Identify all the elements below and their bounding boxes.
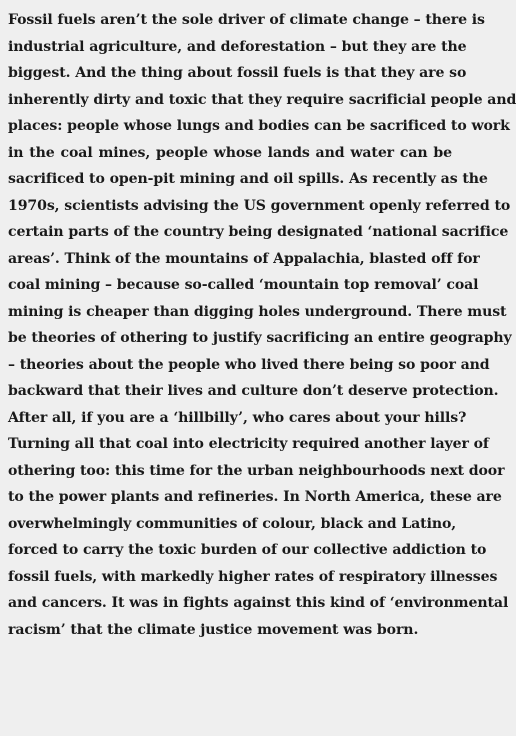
paragraph-line: to the power plants and refineries. In North America, these are — [8, 489, 502, 505]
paragraph-line: mining is cheaper than digging holes underground. There must — [8, 303, 507, 320]
paragraph-line: 1970s, scientists advising the US government openly referred to — [8, 197, 511, 214]
paragraph-line: overwhelmingly communities of colour, black and Latino, — [8, 515, 457, 532]
paragraph-line: sacrificed to open-pit mining and oil spills. As recently as the — [8, 171, 488, 187]
paragraph-line: forced to carry the toxic burden of our collective addiction to — [8, 542, 487, 558]
paragraph-line: fossil fuels, with markedly higher rates of respiratory illnesses — [8, 568, 498, 585]
paragraph-line: areas’. Think of the mountains of Appalachia, blasted off for — [8, 250, 480, 267]
paragraph-line: in the coal mines, people whose lands and water can be — [8, 144, 452, 161]
paragraph-line: Fossil fuels aren’t the sole driver of climate change – there is — [8, 12, 485, 28]
body-paragraph — [8, 7, 516, 643]
paragraph-line: inherently dirty and toxic that they require sacrificial people and — [8, 91, 516, 108]
paragraph-line: industrial agriculture, and deforestation – but they are the — [8, 38, 467, 55]
paragraph-line: othering too: this time for the urban neighbourhoods next door — [8, 462, 505, 479]
paragraph-line: – theories about the people who lived there being so poor and — [8, 356, 490, 373]
paragraph-line: Turning all that coal into electricity required another layer of — [8, 436, 489, 452]
paragraph-line: places: people whose lungs and bodies can be sacrificed to work — [8, 118, 510, 134]
paragraph-line: racism’ that the climate justice movement was born. — [8, 621, 419, 638]
paragraph-line: After all, if you are a ‘hillbilly’, who cares about your hills? — [8, 409, 467, 426]
paragraph-line: coal mining – because so-called ‘mountain top removal’ coal — [8, 277, 479, 293]
paragraph-line: biggest. And the thing about fossil fuels is that they are so — [8, 65, 467, 81]
paragraph-line: certain parts of the country being designated ‘national sacrifice — [8, 224, 509, 240]
paragraph-line: and cancers. It was in fights against this kind of ‘environmental — [8, 595, 509, 611]
paragraph-line: be theories of othering to justify sacrificing an entire geography — [8, 330, 512, 346]
paragraph-line: backward that their lives and culture don’t deserve protection. — [8, 383, 499, 399]
